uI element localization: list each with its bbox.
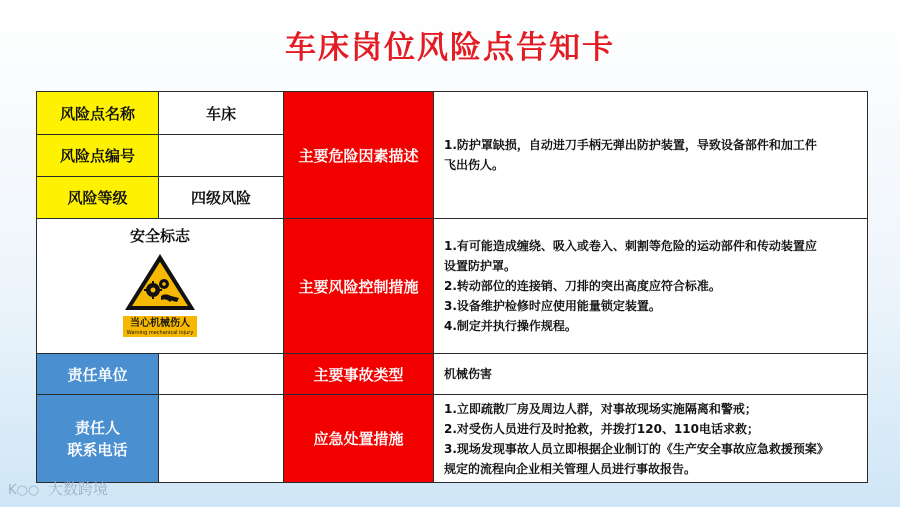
risk-name-label: 风险点名称 [37,92,159,135]
hazard-line: 飞出伤人。 [444,158,505,172]
risk-code-value [159,135,284,177]
responsible-person-label [37,395,159,483]
responsible-unit-value [159,354,284,395]
responsible-unit-label: 责任单位 [37,354,159,395]
risk-code-label: 风险点编号 [37,135,159,177]
emergency-line: 2.对受伤人员进行及时抢救，并拨打120、110电话求救； [444,421,760,436]
emergency-line: 3.现场发现事故人员立即根据企业制订的《生产安全事故应急救援预案》 [444,441,829,456]
watermark-logo: K○○ [8,483,40,498]
control-line: 1.有可能造成缠绕、吸入或卷入、刺割等危险的运动部件和传动装置应 [444,239,817,253]
responsible-person-label-line: 责任人 [74,418,120,437]
safety-sign-caption-cn: 当心机械伤人 [130,318,190,329]
watermark [8,478,108,499]
emergency-measures [434,395,868,483]
page-title: 车床岗位风险点告知卡 [285,30,615,66]
control-line: 设置防护罩。 [444,259,517,273]
contact-phone-label-line: 联系电话 [67,440,128,459]
hazard-line: 1.防护罩缺损，自动进刀手柄无弹出防护装置，导致设备部件和加工件 [444,138,817,152]
safety-sign-cell [37,219,284,354]
mechanical-injury-warning-icon [123,252,197,312]
hazard-description [434,92,868,219]
accident-type-value: 机械伤害 [434,354,868,395]
emergency-line: 规定的流程向企业相关管理人员进行事故报告。 [444,461,697,476]
control-line: 2.转动部位的连接销、刀排的突出高度应符合标准。 [444,279,721,293]
safety-sign [123,252,197,337]
risk-level-value: 四级风险 [159,177,284,219]
watermark-text: 大数跨境 [48,480,109,498]
control-line: 3.设备维护检修时应使用能量锁定装置。 [444,299,661,313]
accident-type-label: 主要事故类型 [284,354,434,395]
control-label: 主要风险控制措施 [284,219,434,354]
emergency-label: 应急处置措施 [284,395,434,483]
emergency-line: 1.立即疏散厂房及周边人群，对事故现场实施隔离和警戒； [444,401,757,416]
risk-notice-card [36,91,868,483]
safety-sign-caption-en: Warning mechanical injury [126,330,194,336]
safety-sign-caption [123,316,197,337]
control-measures [434,219,868,354]
responsible-person-value [159,395,284,483]
hazard-label: 主要危险因素描述 [284,92,434,219]
safety-sign-label: 安全标志 [129,227,190,245]
control-line: 4.制定并执行操作规程。 [444,319,577,333]
risk-name-value: 车床 [159,92,284,135]
risk-level-label: 风险等级 [37,177,159,219]
